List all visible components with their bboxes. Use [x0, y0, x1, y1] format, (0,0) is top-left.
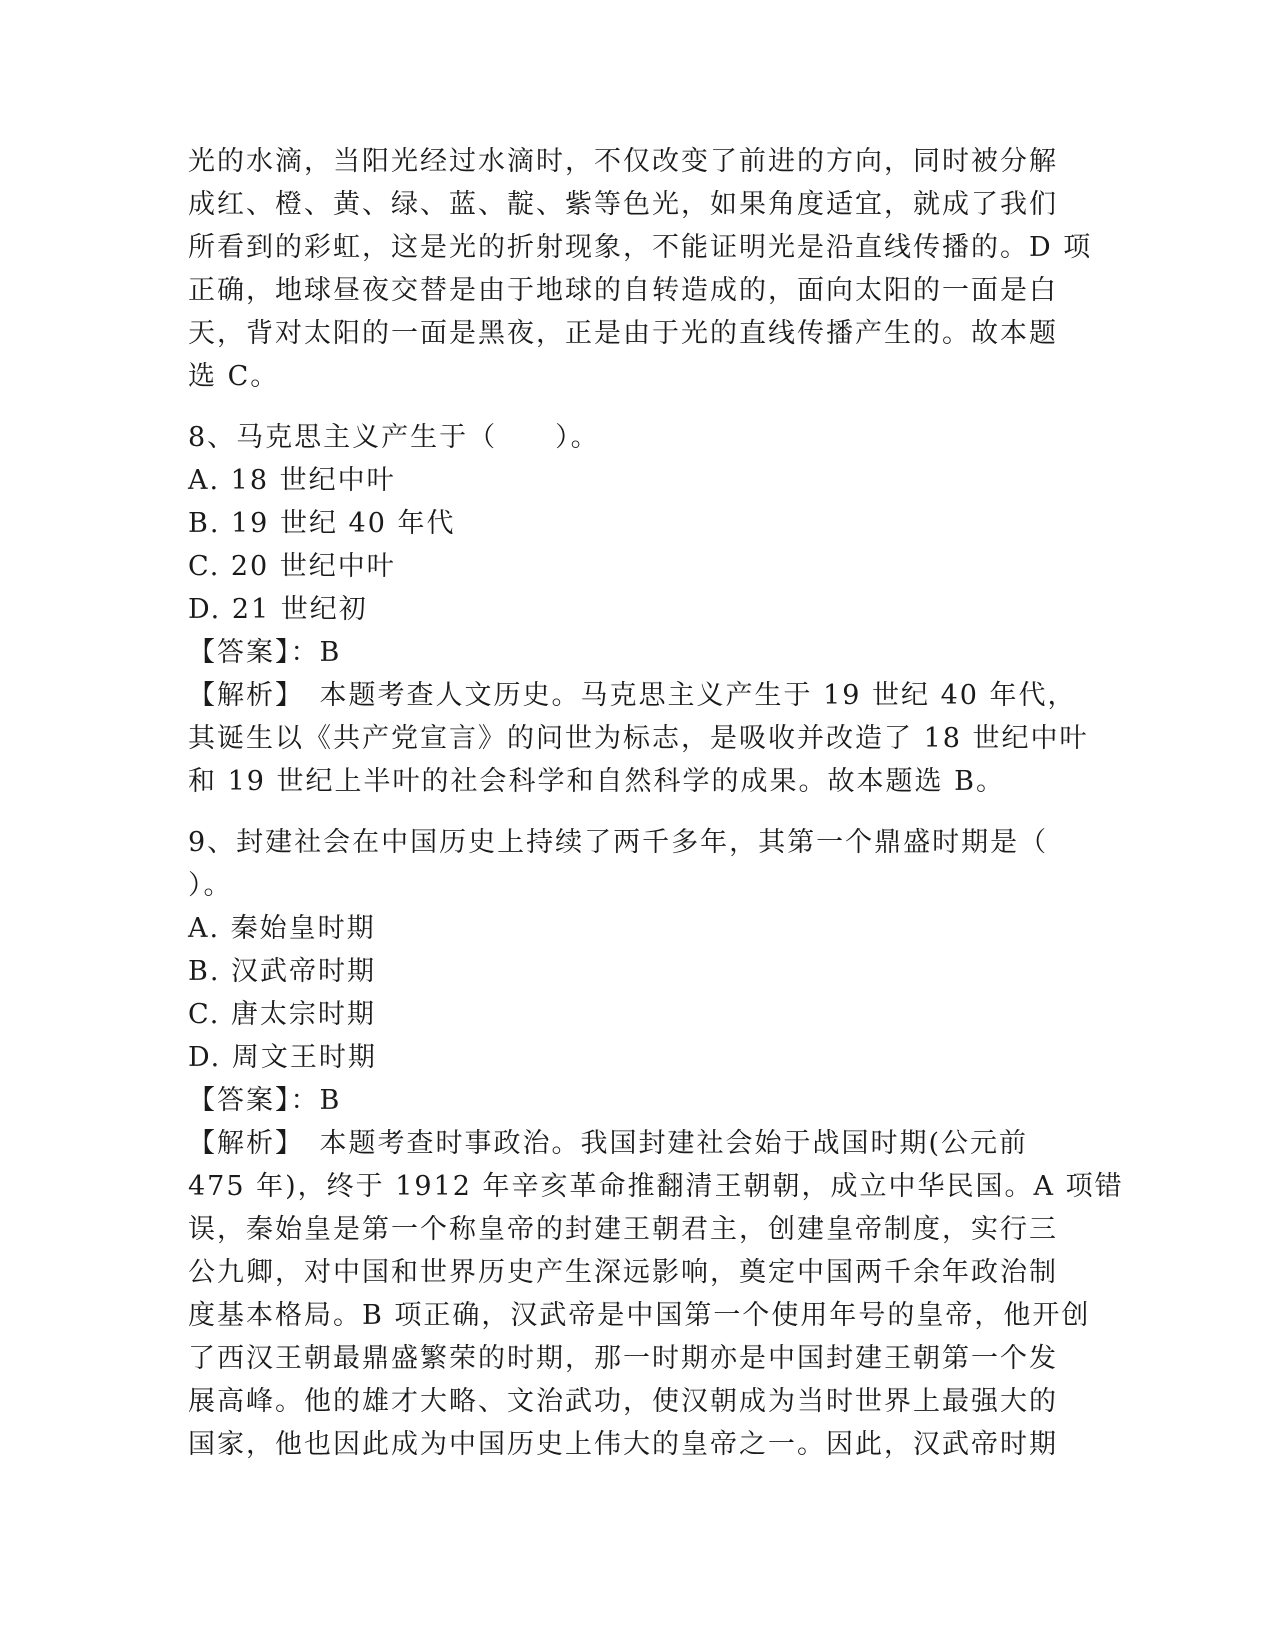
question-text: ）。 — [188, 870, 233, 901]
analysis-line: 国家，他也因此成为中国历史上伟大的皇帝之一。因此，汉武帝时期 — [188, 1429, 1058, 1460]
paragraph-line: 选 C。 — [188, 361, 280, 392]
document-page — [188, 140, 1124, 1466]
option-d: D. 21 世纪初 — [188, 594, 368, 625]
paragraph-line: 天，背对太阳的一面是黑夜，正是由于光的直线传播产生的。故本题 — [188, 318, 1058, 349]
analysis-line: 和 19 世纪上半叶的社会科学和自然科学的成果。故本题选 B。 — [188, 766, 1005, 797]
spacer — [188, 398, 1088, 416]
analysis-line: 展高峰。他的雄才大略、文治武功，使汉朝成为当时世界上最强大的 — [188, 1386, 1058, 1417]
option-b: B. 汉武帝时期 — [188, 956, 377, 987]
option-a: A. 18 世纪中叶 — [188, 465, 396, 496]
analysis-line: 了西汉王朝最鼎盛繁荣的时期，那一时期亦是中国封建王朝第一个发 — [188, 1343, 1058, 1374]
option-a: A. 秦始皇时期 — [188, 913, 376, 944]
question-text: 9、封建社会在中国历史上持续了两千多年，其第一个鼎盛时期是（ — [188, 827, 1049, 858]
option-b: B. 19 世纪 40 年代 — [188, 508, 456, 539]
analysis-line: 度基本格局。B 项正确，汉武帝是中国第一个使用年号的皇帝，他开创 — [188, 1300, 1091, 1331]
analysis-line: 【解析】 本题考查时事政治。我国封建社会始于战国时期(公元前 — [188, 1128, 1029, 1159]
paragraph-line: 正确，地球昼夜交替是由于地球的自转造成的，面向太阳的一面是白 — [188, 275, 1058, 306]
previous-answer-continuation — [188, 140, 1093, 398]
question-8 — [188, 416, 1088, 803]
paragraph-line: 成红、橙、黄、绿、蓝、靛、紫等色光，如果角度适宜，就成了我们 — [188, 189, 1058, 220]
option-c: C. 唐太宗时期 — [188, 999, 376, 1030]
analysis-line: 475 年)，终于 1912 年辛亥革命推翻清王朝朝，成立中华民国。A 项错 — [188, 1171, 1124, 1202]
answer-line: 【答案】：B — [188, 1085, 342, 1116]
analysis-line: 其诞生以《共产党宣言》的问世为标志，是吸收并改造了 18 世纪中叶 — [188, 723, 1089, 754]
question-9 — [188, 821, 1124, 1466]
option-c: C. 20 世纪中叶 — [188, 551, 396, 582]
answer-line: 【答案】：B — [188, 637, 342, 668]
analysis-line: 【解析】 本题考查人文历史。马克思主义产生于 19 世纪 40 年代， — [188, 680, 1077, 711]
paragraph-line: 所看到的彩虹，这是光的折射现象，不能证明光是沿直线传播的。D 项 — [188, 232, 1093, 263]
analysis-line: 误，秦始皇是第一个称皇帝的封建王朝君主，创建皇帝制度，实行三 — [188, 1214, 1058, 1245]
analysis-line: 公九卿，对中国和世界历史产生深远影响，奠定中国两千余年政治制 — [188, 1257, 1058, 1288]
option-d: D. 周文王时期 — [188, 1042, 377, 1073]
question-text: 8、马克思主义产生于（ ）。 — [188, 422, 600, 453]
paragraph-line: 光的水滴，当阳光经过水滴时，不仅改变了前进的方向，同时被分解 — [188, 146, 1058, 177]
spacer — [188, 803, 1088, 821]
